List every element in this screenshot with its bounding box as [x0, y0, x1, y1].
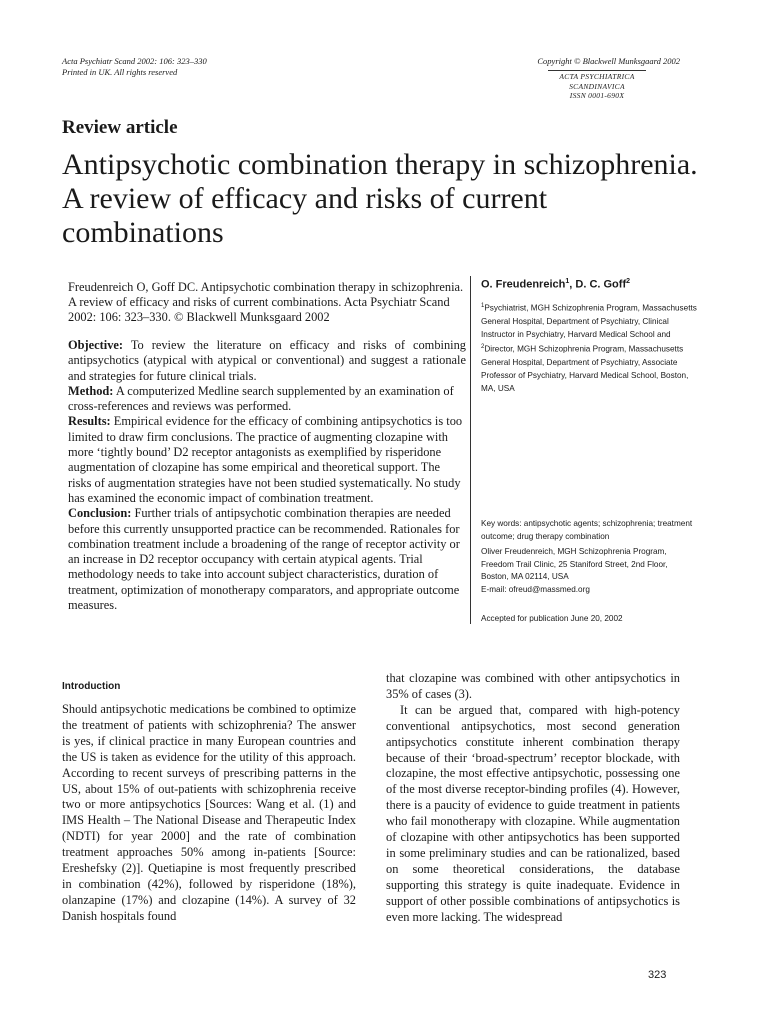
- author-separator: ,: [569, 278, 576, 291]
- author-1-sup: 1: [565, 278, 570, 285]
- objective-text: To review the literature on efficacy and risks of combining antipsychotics (atypical with atypical or conventional) and suggest a rationale and strategies for future clinical trials.: [68, 338, 466, 383]
- journal-masthead: [548, 70, 646, 101]
- conclusion-text: Further trials of antipsychotic combination therapies are needed before this currently unsupported practice can be recommended. Rationales for combination treatment include a broadening of the range of receptor activity or an increase in D2 receptor occupancy with certain atypical agents. Trial methodology needs to take into account subject characteristics, duration of treatment, optimization of monotherapy comparators, and appropriate outcome measures.: [68, 506, 460, 613]
- intro-paragraph-1-cont: that clozapine was combined with other antipsychotics in 35% of cases (3).: [386, 671, 680, 701]
- body-column-right: [386, 671, 680, 926]
- article-title: Antipsychotic combination therapy in schizophrenia. A review of efficacy and risks of current combinations: [62, 148, 698, 249]
- results-text: Empirical evidence for the efficacy of combining antipsychotics is too limited to draw firm conclusions. The practice of augmenting clozapine with more ‘tightly bound’ D2 receptor antagonists as exemplified by risperidone augmentation of clozapine has some empirical and theoretical support. The risks of augmentation strategies have not been studied systematically. No study has examined the economic impact of combination treatment.: [68, 414, 463, 505]
- intro-paragraph-1: Should antipsychotic medications be combined to optimize the treatment of patients with schizophrenia? The answer is yes, if clinical practice in many European countries and the US is taken as evidence for the utility of this approach. According to recent surveys of prescribing patterns in the US, about 15% of out-patients with schizophrenia receive two or more antipsychotics [Sources: Wang et al. (1) and IMS Health – The National Disease and Therapeutic Index (NDTI) for year 2000] and the rate of combination treatment approaches 50% among in-patients [Source: Ereshefsky (2)]. Quetiapine is most frequently prescribed in combination (42%), followed by risperidone (18%), olanzapine (17%) and clozapine (14%). A survey of 32 Danish hospitals found: [62, 702, 356, 923]
- author-list: [481, 278, 630, 291]
- abstract-results: [68, 414, 466, 506]
- affil-2-text: Director, MGH Schizophrenia Program, Massachusetts General Hospital, Department of Psychiatry, Associate Professor of Psychiatry, Harvard Medical School, Boston, MA, USA: [481, 344, 689, 394]
- results-label: Results:: [68, 414, 111, 429]
- issn-line: ISSN 0001-690X: [569, 91, 625, 101]
- corr-line-3: Boston, MA 02114, USA: [481, 572, 569, 581]
- affiliations: [481, 300, 705, 395]
- section-heading-introduction: Introduction: [62, 681, 121, 692]
- objective-label: Objective:: [68, 338, 124, 352]
- keywords: Key words: antipsychotic agents; schizophrenia; treatment outcome; drug therapy combination: [481, 519, 693, 541]
- corr-line-1: Oliver Freudenreich, MGH Schizophrenia Program,: [481, 547, 667, 556]
- body-column-left: [62, 702, 356, 925]
- correspondence: [481, 546, 705, 596]
- journal-citation-line: Acta Psychiatr Scand 2002: 106: 323–330: [62, 56, 207, 66]
- printed-line: Printed in UK. All rights reserved: [62, 67, 178, 77]
- affil-1-sup: 1: [481, 303, 485, 309]
- affil-1-text: Psychiatrist, MGH Schizophrenia Program, Massachusetts General Hospital, Department of Psychiatry, Clinical Instructor in Psychiatry, Harvard Medical School and: [481, 303, 697, 339]
- conclusion-label: Conclusion:: [68, 506, 132, 521]
- accepted-date: Accepted for publication June 20, 2002: [481, 614, 623, 623]
- article-type: Review article: [62, 117, 178, 138]
- running-header-left: [62, 56, 207, 78]
- intro-paragraph-2: It can be argued that, compared with high-potency conventional antipsychotics, most second generation antipsychotics constitute inherent combination therapy because of their ‘broad-spectrum’ receptor blockade, with clozapine, the most effective antipsychotic, possessing one of the most diverse receptor-binding profiles (4). However, there is a paucity of evidence to guide treatment in patients who fail monotherapy with clozapine. While augmentation of clozapine with other antipsychotics has been supported in some preliminary studies and can be rationalized, based on some theoretical considerations, the database supporting this strategy is quite inadequate. Evidence in support of other possible combinations of antipsychotics is even more lacking. The widespread: [386, 702, 680, 924]
- citation: Freudenreich O, Goff DC. Antipsychotic combination therapy in schizophrenia. A review of efficacy and risks of current combinations. Acta Psychiatr Scand 2002: 106: 323–330. © Blackwell Munksgaard 2002: [68, 280, 464, 325]
- abstract-box: [62, 276, 471, 624]
- author-2: D. C. Goff: [575, 278, 627, 291]
- author-1: O. Freudenreich: [481, 278, 566, 291]
- method-label: Method:: [68, 383, 114, 398]
- abstract-conclusion: [68, 506, 466, 613]
- abstract-method: [68, 384, 466, 415]
- journal-name-line-2: SCANDINAVICA: [569, 81, 625, 91]
- corr-email[interactable]: E-mail: ofreud@massmed.org: [481, 584, 590, 594]
- page-number: 323: [648, 969, 667, 981]
- author-2-sup: 2: [626, 278, 631, 285]
- abstract-objective: [68, 338, 466, 384]
- journal-name-line-1: ACTA PSYCHIATRICA: [559, 72, 635, 81]
- affil-2-sup: 2: [481, 344, 485, 351]
- abstract: [68, 338, 466, 613]
- copyright-line: Copyright © Blackwell Munksgaard 2002: [537, 56, 680, 66]
- corr-line-2: Freedom Trail Clinic, 25 Staniford Street, 2nd Floor,: [481, 559, 668, 569]
- method-text: A computerized Medline search supplemented by an examination of cross-references and reviews was performed.: [68, 383, 454, 414]
